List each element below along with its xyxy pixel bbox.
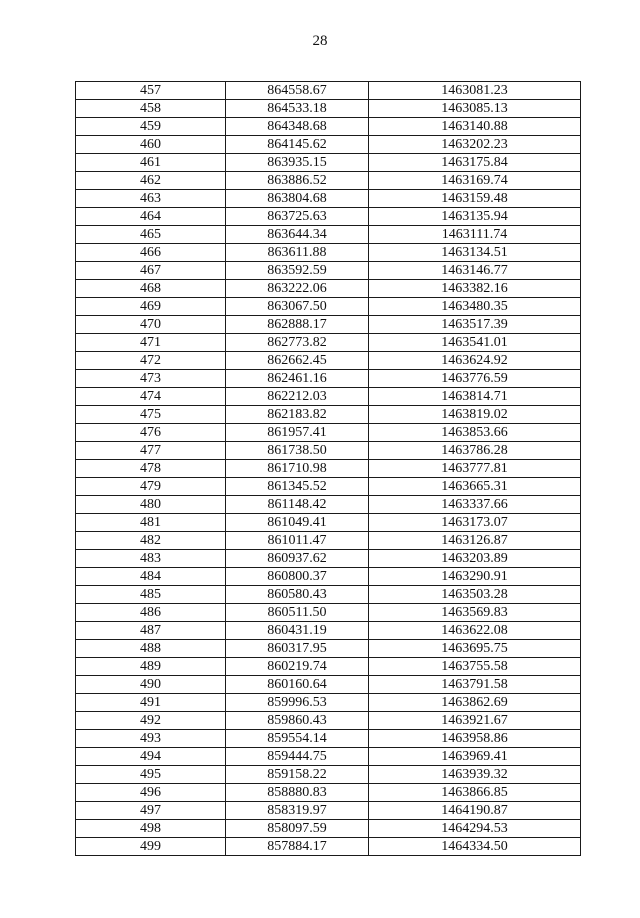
table-row	[76, 532, 581, 550]
table-row	[76, 712, 581, 730]
point-number-cell: 493	[76, 730, 226, 748]
table-row	[76, 100, 581, 118]
y-coordinate-cell: 1463791.58	[369, 676, 581, 694]
x-coordinate-cell: 862461.16	[226, 370, 369, 388]
point-number-cell: 482	[76, 532, 226, 550]
y-coordinate-cell: 1463140.88	[369, 118, 581, 136]
point-number-cell: 483	[76, 550, 226, 568]
y-coordinate-cell: 1463146.77	[369, 262, 581, 280]
table-row	[76, 730, 581, 748]
table-row	[76, 568, 581, 586]
table-row	[76, 802, 581, 820]
y-coordinate-cell: 1463814.71	[369, 388, 581, 406]
table-row	[76, 352, 581, 370]
point-number-cell: 492	[76, 712, 226, 730]
table-row	[76, 118, 581, 136]
point-number-cell: 463	[76, 190, 226, 208]
x-coordinate-cell: 861710.98	[226, 460, 369, 478]
point-number-cell: 495	[76, 766, 226, 784]
table-row	[76, 820, 581, 838]
y-coordinate-cell: 1463777.81	[369, 460, 581, 478]
y-coordinate-cell: 1463111.74	[369, 226, 581, 244]
x-coordinate-cell: 862773.82	[226, 334, 369, 352]
table-row	[76, 676, 581, 694]
point-number-cell: 472	[76, 352, 226, 370]
table-row	[76, 244, 581, 262]
page-number: 28	[312, 33, 328, 49]
y-coordinate-cell: 1463624.92	[369, 352, 581, 370]
x-coordinate-cell: 862662.45	[226, 352, 369, 370]
x-coordinate-cell: 861148.42	[226, 496, 369, 514]
y-coordinate-cell: 1463169.74	[369, 172, 581, 190]
y-coordinate-cell: 1463081.23	[369, 82, 581, 100]
x-coordinate-cell: 863592.59	[226, 262, 369, 280]
point-number-cell: 487	[76, 622, 226, 640]
point-number-cell: 474	[76, 388, 226, 406]
x-coordinate-cell: 863067.50	[226, 298, 369, 316]
point-number-cell: 458	[76, 100, 226, 118]
table-row	[76, 784, 581, 802]
x-coordinate-cell: 864348.68	[226, 118, 369, 136]
y-coordinate-cell: 1463958.86	[369, 730, 581, 748]
x-coordinate-cell: 863644.34	[226, 226, 369, 244]
x-coordinate-cell: 859860.43	[226, 712, 369, 730]
y-coordinate-cell: 1463921.67	[369, 712, 581, 730]
table-row	[76, 226, 581, 244]
point-number-cell: 477	[76, 442, 226, 460]
y-coordinate-cell: 1463853.66	[369, 424, 581, 442]
x-coordinate-cell: 860800.37	[226, 568, 369, 586]
table-row	[76, 838, 581, 856]
y-coordinate-cell: 1463085.13	[369, 100, 581, 118]
point-number-cell: 485	[76, 586, 226, 604]
point-number-cell: 475	[76, 406, 226, 424]
point-number-cell: 478	[76, 460, 226, 478]
y-coordinate-cell: 1463126.87	[369, 532, 581, 550]
table-row	[76, 622, 581, 640]
y-coordinate-cell: 1463173.07	[369, 514, 581, 532]
x-coordinate-cell: 860431.19	[226, 622, 369, 640]
y-coordinate-cell: 1463786.28	[369, 442, 581, 460]
x-coordinate-cell: 860219.74	[226, 658, 369, 676]
y-coordinate-cell: 1463755.58	[369, 658, 581, 676]
x-coordinate-cell: 861738.50	[226, 442, 369, 460]
x-coordinate-cell: 860511.50	[226, 604, 369, 622]
x-coordinate-cell: 857884.17	[226, 838, 369, 856]
y-coordinate-cell: 1463134.51	[369, 244, 581, 262]
x-coordinate-cell: 864558.67	[226, 82, 369, 100]
table-row	[76, 208, 581, 226]
table-row	[76, 586, 581, 604]
y-coordinate-cell: 1463622.08	[369, 622, 581, 640]
x-coordinate-cell: 861957.41	[226, 424, 369, 442]
x-coordinate-cell: 858319.97	[226, 802, 369, 820]
y-coordinate-cell: 1463382.16	[369, 280, 581, 298]
point-number-cell: 466	[76, 244, 226, 262]
x-coordinate-cell: 858880.83	[226, 784, 369, 802]
x-coordinate-cell: 861345.52	[226, 478, 369, 496]
table-row	[76, 478, 581, 496]
table-row	[76, 316, 581, 334]
x-coordinate-cell: 859444.75	[226, 748, 369, 766]
x-coordinate-cell: 862888.17	[226, 316, 369, 334]
point-number-cell: 465	[76, 226, 226, 244]
table-row	[76, 136, 581, 154]
table-row	[76, 694, 581, 712]
x-coordinate-cell: 863935.15	[226, 154, 369, 172]
y-coordinate-cell: 1464334.50	[369, 838, 581, 856]
y-coordinate-cell: 1463517.39	[369, 316, 581, 334]
table-row	[76, 406, 581, 424]
x-coordinate-cell: 859996.53	[226, 694, 369, 712]
table-row	[76, 514, 581, 532]
table-row	[76, 658, 581, 676]
table-row	[76, 388, 581, 406]
y-coordinate-cell: 1463480.35	[369, 298, 581, 316]
x-coordinate-cell: 860937.62	[226, 550, 369, 568]
point-number-cell: 479	[76, 478, 226, 496]
table-row	[76, 748, 581, 766]
point-number-cell: 464	[76, 208, 226, 226]
y-coordinate-cell: 1463337.66	[369, 496, 581, 514]
table-row	[76, 496, 581, 514]
y-coordinate-cell: 1463819.02	[369, 406, 581, 424]
point-number-cell: 473	[76, 370, 226, 388]
point-number-cell: 497	[76, 802, 226, 820]
x-coordinate-cell: 860160.64	[226, 676, 369, 694]
y-coordinate-cell: 1463862.69	[369, 694, 581, 712]
y-coordinate-cell: 1463135.94	[369, 208, 581, 226]
point-number-cell: 480	[76, 496, 226, 514]
y-coordinate-cell: 1463569.83	[369, 604, 581, 622]
coordinates-table-body	[76, 82, 581, 856]
table-row	[76, 154, 581, 172]
table-row	[76, 172, 581, 190]
coordinates-table	[75, 81, 581, 856]
table-row	[76, 640, 581, 658]
x-coordinate-cell: 859158.22	[226, 766, 369, 784]
x-coordinate-cell: 859554.14	[226, 730, 369, 748]
y-coordinate-cell: 1463202.23	[369, 136, 581, 154]
x-coordinate-cell: 863804.68	[226, 190, 369, 208]
point-number-cell: 459	[76, 118, 226, 136]
x-coordinate-cell: 863222.06	[226, 280, 369, 298]
point-number-cell: 490	[76, 676, 226, 694]
point-number-cell: 488	[76, 640, 226, 658]
table-row	[76, 442, 581, 460]
table-row	[76, 550, 581, 568]
y-coordinate-cell: 1463695.75	[369, 640, 581, 658]
point-number-cell: 494	[76, 748, 226, 766]
table-row	[76, 424, 581, 442]
y-coordinate-cell: 1463866.85	[369, 784, 581, 802]
table-row	[76, 766, 581, 784]
point-number-cell: 476	[76, 424, 226, 442]
y-coordinate-cell: 1463939.32	[369, 766, 581, 784]
table-row	[76, 460, 581, 478]
x-coordinate-cell: 863886.52	[226, 172, 369, 190]
table-row	[76, 190, 581, 208]
x-coordinate-cell: 864533.18	[226, 100, 369, 118]
x-coordinate-cell: 860580.43	[226, 586, 369, 604]
point-number-cell: 469	[76, 298, 226, 316]
table-row	[76, 280, 581, 298]
table-row	[76, 604, 581, 622]
point-number-cell: 457	[76, 82, 226, 100]
y-coordinate-cell: 1463665.31	[369, 478, 581, 496]
point-number-cell: 470	[76, 316, 226, 334]
x-coordinate-cell: 861049.41	[226, 514, 369, 532]
x-coordinate-cell: 862212.03	[226, 388, 369, 406]
point-number-cell: 471	[76, 334, 226, 352]
point-number-cell: 481	[76, 514, 226, 532]
y-coordinate-cell: 1463175.84	[369, 154, 581, 172]
table-row	[76, 370, 581, 388]
table-row	[76, 262, 581, 280]
x-coordinate-cell: 858097.59	[226, 820, 369, 838]
y-coordinate-cell: 1463969.41	[369, 748, 581, 766]
point-number-cell: 460	[76, 136, 226, 154]
y-coordinate-cell: 1463290.91	[369, 568, 581, 586]
point-number-cell: 461	[76, 154, 226, 172]
y-coordinate-cell: 1463503.28	[369, 586, 581, 604]
point-number-cell: 498	[76, 820, 226, 838]
point-number-cell: 484	[76, 568, 226, 586]
x-coordinate-cell: 861011.47	[226, 532, 369, 550]
point-number-cell: 496	[76, 784, 226, 802]
x-coordinate-cell: 863611.88	[226, 244, 369, 262]
x-coordinate-cell: 862183.82	[226, 406, 369, 424]
x-coordinate-cell: 863725.63	[226, 208, 369, 226]
table-row	[76, 334, 581, 352]
point-number-cell: 491	[76, 694, 226, 712]
point-number-cell: 486	[76, 604, 226, 622]
y-coordinate-cell: 1464190.87	[369, 802, 581, 820]
x-coordinate-cell: 864145.62	[226, 136, 369, 154]
point-number-cell: 468	[76, 280, 226, 298]
y-coordinate-cell: 1463541.01	[369, 334, 581, 352]
table-row	[76, 298, 581, 316]
table-row	[76, 82, 581, 100]
y-coordinate-cell: 1463776.59	[369, 370, 581, 388]
point-number-cell: 489	[76, 658, 226, 676]
point-number-cell: 462	[76, 172, 226, 190]
point-number-cell: 499	[76, 838, 226, 856]
y-coordinate-cell: 1463203.89	[369, 550, 581, 568]
point-number-cell: 467	[76, 262, 226, 280]
y-coordinate-cell: 1463159.48	[369, 190, 581, 208]
x-coordinate-cell: 860317.95	[226, 640, 369, 658]
y-coordinate-cell: 1464294.53	[369, 820, 581, 838]
